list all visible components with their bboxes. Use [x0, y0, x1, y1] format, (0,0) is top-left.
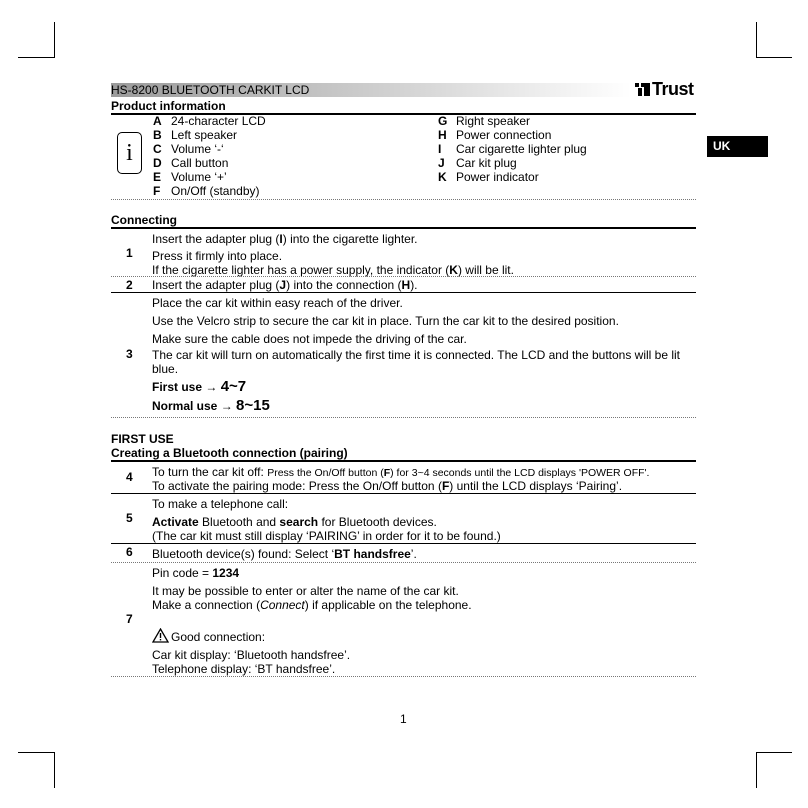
- part-b: B Left speaker: [153, 128, 238, 142]
- pairing-subtitle: Creating a Bluetooth connection (pairing): [111, 446, 348, 460]
- step-7-number: 7: [126, 612, 133, 626]
- step-3-divider: [111, 417, 696, 418]
- normal-use-reference: Normal use → 8~15: [152, 397, 270, 414]
- crop-mark-tr-v: [756, 22, 757, 58]
- step-5-number: 5: [126, 511, 133, 525]
- warning-triangle-icon: [152, 628, 169, 643]
- step-6-text: Bluetooth device(s) found: Select ‘BT handsfree’.: [152, 547, 417, 561]
- part-a: A 24-character LCD: [153, 114, 266, 128]
- step-4-divider: [111, 493, 696, 494]
- crop-mark-br-v: [756, 752, 757, 788]
- step-2-number: 2: [126, 278, 133, 292]
- step-3-line-4: The car kit will turn on automatically the first time it is connected. The LCD and the buttons will be lit: [152, 348, 681, 362]
- first-use-reference: First use → 4~7: [152, 378, 247, 395]
- crop-mark-tl-v: [54, 22, 55, 58]
- page-number: 1: [400, 712, 407, 726]
- step-5-line-3: (The car kit must still display ‘PAIRING’ in order for it to be found.): [152, 529, 501, 543]
- step-1-divider: [111, 276, 696, 277]
- crop-mark-bl-v: [54, 752, 55, 788]
- info-icon: i: [117, 132, 142, 174]
- step-3-number: 3: [126, 347, 133, 361]
- crop-mark-tr-h: [756, 57, 792, 58]
- crop-mark-br-h: [756, 752, 792, 753]
- product-info-divider: [111, 199, 696, 200]
- step-3-line-1: Place the car kit within easy reach of the driver.: [152, 296, 403, 310]
- step-5-divider: [111, 543, 696, 544]
- part-i: I Car cigarette lighter plug: [438, 142, 587, 156]
- part-e: E Volume ‘+’: [153, 170, 227, 184]
- connecting-rule: [111, 227, 696, 229]
- part-f: F On/Off (standby): [153, 184, 260, 198]
- document-title: HS-8200 BLUETOOTH CARKIT LCD: [111, 83, 310, 97]
- step-2-divider: [111, 292, 696, 293]
- trust-logo-mark-icon: [634, 81, 652, 97]
- part-j: J Car kit plug: [438, 156, 517, 170]
- step-1-line-2: Press it firmly into place.: [152, 249, 283, 263]
- pin-code: Pin code = 1234: [152, 566, 240, 580]
- telephone-display: Telephone display: ‘BT handsfree’.: [152, 662, 336, 676]
- step-7-line-2: It may be possible to enter or alter the name of the car kit.: [152, 584, 459, 598]
- step-6-divider: [111, 562, 696, 563]
- step-7-divider: [111, 676, 696, 677]
- step-6-number: 6: [126, 545, 133, 559]
- part-c: C Volume ‘-‘: [153, 142, 224, 156]
- language-tab: UK: [707, 136, 768, 157]
- step-5-line-1: To make a telephone call:: [152, 497, 289, 511]
- step-1-line-1: Insert the adapter plug (I) into the cigarette lighter.: [152, 232, 418, 246]
- step-4-line-1: To turn the car kit off: Press the On/Off button (F) for 3~4 seconds until the LCD displays 'POWER OFF'.: [152, 465, 650, 479]
- step-1-number: 1: [126, 246, 133, 260]
- crop-mark-bl-h: [18, 752, 54, 753]
- step-1-line-3: If the cigarette lighter has a power supply, the indicator (K) will be lit.: [152, 263, 514, 277]
- product-info-title: Product information: [111, 99, 226, 113]
- part-d: D Call button: [153, 156, 229, 170]
- first-use-rule: [111, 460, 696, 462]
- step-5-line-2: Activate Bluetooth and search for Bluetooth devices.: [152, 515, 437, 529]
- crop-mark-tl-h: [18, 57, 54, 58]
- step-4-line-2: To activate the pairing mode: Press the On/Off button (F) until the LCD displays ‘Pairing’.: [152, 479, 623, 493]
- step-3-line-5: blue.: [152, 362, 179, 376]
- first-use-title: FIRST USE: [111, 432, 174, 446]
- step-3-line-2: Use the Velcro strip to secure the car kit in place. Turn the car kit to the desired position.: [152, 314, 619, 328]
- step-3-line-3: Make sure the cable does not impede the driving of the car.: [152, 332, 467, 346]
- good-connection: Good connection:: [152, 628, 265, 644]
- car-kit-display: Car kit display: ‘Bluetooth handsfree’.: [152, 648, 351, 662]
- part-k: K Power indicator: [438, 170, 539, 184]
- step-7-line-3: Make a connection (Connect) if applicable on the telephone.: [152, 598, 472, 612]
- connecting-title: Connecting: [111, 213, 177, 227]
- part-g: G Right speaker: [438, 114, 531, 128]
- trust-logo: [634, 79, 694, 100]
- part-h: H Power connection: [438, 128, 552, 142]
- step-2-text: Insert the adapter plug (J) into the connection (H).: [152, 278, 418, 292]
- step-4-number: 4: [126, 470, 133, 484]
- trust-logo-text: Trust: [652, 79, 694, 99]
